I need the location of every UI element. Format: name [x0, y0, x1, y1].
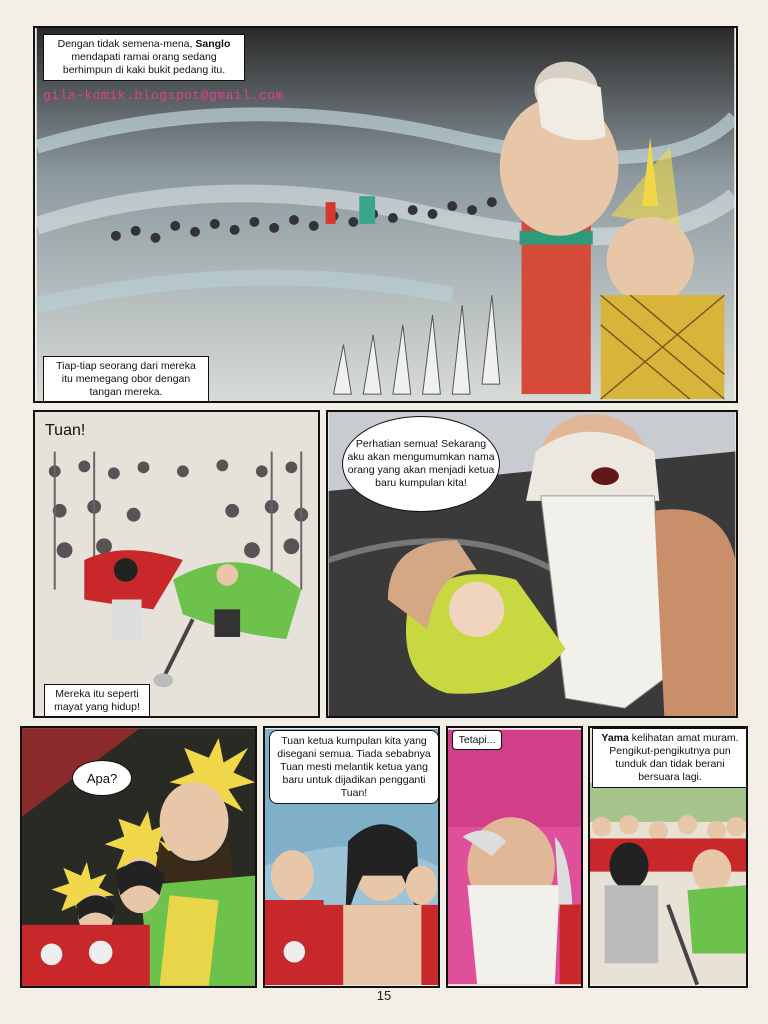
panel-5: [263, 726, 440, 988]
caption-torches: Tiap-tiap seorang dari mereka itu memegang obor dengan tangan mereka.: [43, 356, 209, 403]
caption-yama-bold: Yama: [601, 732, 629, 744]
page-number: 15: [376, 988, 392, 1003]
shout-tuan: Tuan!: [45, 422, 86, 439]
panel-3: [326, 410, 738, 718]
panel-4: [20, 726, 257, 988]
caption-intro: [43, 34, 245, 81]
panel-4-artwork: [22, 728, 255, 986]
watermark-text: gila-komik.blogspot@gmail.com: [43, 88, 284, 103]
panel-7: [588, 726, 748, 988]
panel-1-artwork: [35, 28, 736, 401]
caption-intro-text: Dengan tidak semena-mena,: [57, 38, 196, 50]
caption-yama-rest: kelihatan amat muram. Pengikut-pengikutnya pun tunduk dan tidak berani bersuara lagi.: [609, 732, 739, 783]
caption-corpses: Mereka itu seperti mayat yang hidup!: [44, 684, 150, 718]
speech-objection: Tuan ketua kumpulan kita yang disegani semua. Tiada sebabnya Tuan mesti melantik ketua yang baru untuk dijadikan pengganti Tuan!: [269, 730, 439, 804]
panel-6-artwork: [448, 728, 581, 986]
caption-intro-rest: mendapati ramai orang sedang berhimpun di kaki bukit pedang itu.: [62, 51, 226, 76]
panel-1: [33, 26, 738, 403]
panel-2-artwork: [35, 412, 318, 716]
caption-intro-bold: Sanglo: [195, 38, 231, 50]
panel-6: [446, 726, 583, 988]
caption-yama: [592, 728, 748, 788]
speech-tetapi: Tetapi...: [452, 730, 502, 750]
speech-announcement: Perhatian semua! Sekarang aku akan mengumumkan nama orang yang akan menjadi ketua baru kumpulan kita!: [342, 416, 500, 512]
panel-2: [33, 410, 320, 718]
speech-apa: Apa?: [72, 760, 132, 796]
